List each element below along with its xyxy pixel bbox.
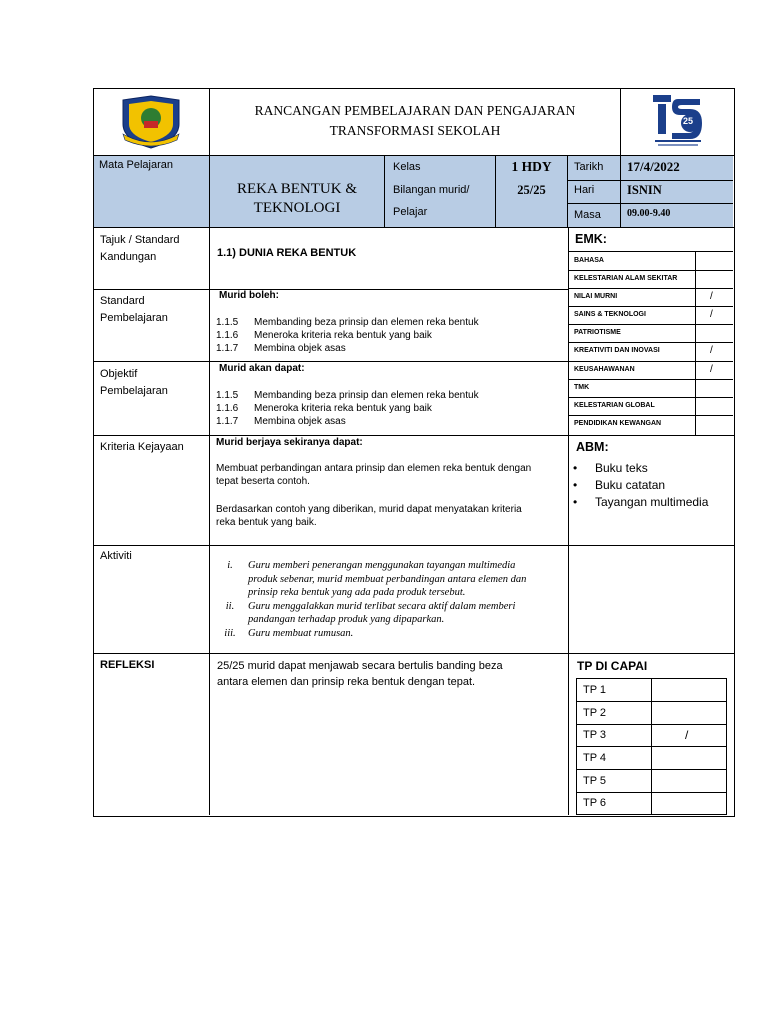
list-item: 1.1.5 Membanding beza prinsip dan elemen reka bentuk [216, 317, 479, 328]
emk-mark: / [710, 364, 713, 375]
abm-list [573, 460, 708, 511]
objektif-intro: Murid akan dapat: [219, 363, 305, 374]
emk-label: TMK [574, 384, 590, 391]
emk-label: KREATIVITI DAN INOVASI [574, 347, 660, 354]
document-title [210, 101, 620, 141]
emk-label: KELESTARIAN ALAM SEKITAR [574, 275, 678, 282]
abm-title: ABM: [576, 440, 609, 454]
tajuk-label-line-1: Tajuk / Standard [100, 234, 180, 246]
emk-label: PATRIOTISME [574, 329, 621, 336]
emk-mark: / [710, 309, 713, 320]
tp-label: TP 1 [583, 684, 607, 696]
emk-label: KEUSAHAWANAN [574, 366, 635, 373]
standard-label-line-1: Standard [100, 295, 145, 307]
standard-label-line-2: Pembelajaran [100, 312, 168, 324]
list-item: 1.1.6 Meneroka kriteria reka bentuk yang baik [216, 403, 432, 414]
kriteria-para-1: Membuat perbandingan antara prinsip dan elemen reka bentuk dengan tepat beserta contoh. [216, 463, 532, 487]
list-item: iii. Guru membuat rumusan. [224, 627, 354, 639]
list-item: ii. Guru menggalakkan murid terlibat secara aktif dalam memberi pandangan terhadap produk yang dipaparkan. [225, 600, 516, 625]
tp-label: TP 3 [583, 729, 607, 741]
tarikh-label: Tarikh [574, 161, 604, 173]
emk-label: SAINS & TEKNOLOGI [574, 311, 646, 318]
standard-intro: Murid boleh: [219, 290, 279, 301]
tajuk-label-line-2: Kandungan [100, 251, 157, 263]
mata-pelajaran-label: Mata Pelajaran [99, 159, 173, 171]
bilangan-label-2: Pelajar [393, 206, 428, 218]
list-item: • Tayangan multimedia [573, 494, 708, 511]
hari-label: Hari [574, 184, 595, 196]
emk-label: NILAI MURNI [574, 293, 618, 300]
objektif-label-line-2: Pembelajaran [100, 385, 168, 397]
list-item: • Buku catatan [573, 477, 708, 494]
tajuk-label [100, 232, 180, 266]
tarikh-value: 17/4/2022 [627, 159, 680, 174]
aktiviti-label: Aktiviti [100, 550, 132, 562]
aktiviti-list [212, 559, 526, 640]
tp-label: TP 5 [583, 775, 607, 787]
bilangan-label-1: Bilangan murid/ [393, 184, 470, 196]
standard-label [100, 293, 168, 327]
hari-value: ISNIN [627, 183, 662, 197]
logo-25-text: 25 [683, 116, 694, 126]
subject-name [210, 180, 384, 218]
tp-label: TP 6 [583, 797, 607, 809]
emk-mark: / [710, 291, 713, 302]
tp-title: TP DI CAPAI [577, 659, 648, 673]
objektif-label [100, 366, 168, 400]
emk-mark: / [710, 345, 713, 356]
tajuk-value: 1.1) DUNIA REKA BENTUK [217, 247, 357, 259]
bilangan-value: 25/25 [517, 183, 546, 197]
refleksi-text: 25/25 murid dapat menjawab secara bertulis banding beza antara elemen dan prinsip reka bentuk dengan tepat. [217, 660, 503, 688]
title-line-1: RANCANGAN PEMBELAJARAN DAN PENGAJARAN [254, 103, 576, 118]
kriteria-label: Kriteria Kejayaan [100, 441, 184, 453]
tp-label: TP 4 [583, 752, 607, 764]
list-item: 1.1.7 Membina objek asas [216, 416, 346, 427]
emk-label: KELESTARIAN GLOBAL [574, 402, 655, 409]
subject-line-2: TEKNOLOGI [253, 200, 341, 216]
standard-list [216, 316, 479, 355]
list-item: 1.1.5 Membanding beza prinsip dan elemen reka bentuk [216, 390, 479, 401]
kelas-value: 1 HDY [511, 159, 552, 174]
emk-title: EMK: [575, 232, 607, 246]
title-line-2: TRANSFORMASI SEKOLAH [329, 123, 501, 138]
kriteria-intro: Murid berjaya sekiranya dapat: [216, 437, 363, 448]
list-item: 1.1.7 Membina objek asas [216, 343, 346, 354]
objektif-label-line-1: Objektif [100, 368, 138, 380]
masa-label: Masa [574, 209, 601, 221]
subject-line-1: REKA BENTUK & [237, 181, 357, 197]
list-item: • Buku teks [573, 460, 708, 477]
list-item: 1.1.6 Meneroka kriteria reka bentuk yang baik [216, 330, 432, 341]
kelas-label: Kelas [393, 161, 421, 173]
school-crest-logo [117, 94, 185, 150]
ts25-logo [650, 93, 706, 148]
objektif-list [216, 389, 479, 428]
emk-label: PENDIDIKAN KEWANGAN [574, 420, 662, 427]
tp-mark: / [685, 728, 689, 742]
emk-label: BAHASA [574, 257, 604, 264]
list-item: i. Guru memberi penerangan menggunakan tayangan multimedia produk sebenar, murid membuat perbandingan antara elemen dan prinsip reka bentuk yang ada pada produk tersebut. [227, 560, 527, 598]
refleksi-label: REFLEKSI [100, 659, 155, 671]
kriteria-para-2: Berdasarkan contoh yang diberikan, murid dapat menyatakan kriteria reka bentuk yang baik. [216, 504, 522, 528]
masa-value: 09.00-9.40 [627, 208, 671, 219]
tp-label: TP 2 [583, 707, 607, 719]
